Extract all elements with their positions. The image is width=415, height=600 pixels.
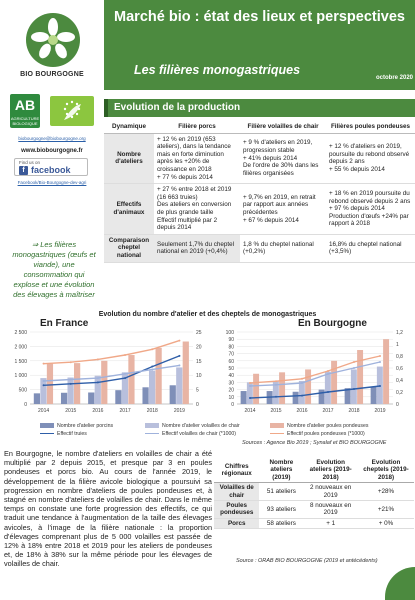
cell-line: Des ateliers en conversion de plus grande taille — [157, 201, 232, 216]
left-tick-label: 1 000 — [14, 373, 27, 380]
cell-line: + 97 % depuis 2014 — [329, 205, 385, 213]
regional-row — [214, 483, 414, 501]
line-point — [124, 373, 126, 375]
right-tick-label: 5 — [196, 387, 199, 394]
regional-row — [214, 501, 414, 519]
left-tick-label: 20 — [228, 387, 234, 394]
line-point — [327, 373, 329, 375]
table-row — [104, 184, 415, 235]
line-point — [275, 384, 277, 386]
ab-badge-subtitle: AGRICULTURE BIOLOGIQUE — [10, 116, 40, 126]
row-header-cell: Porcs — [214, 518, 259, 528]
cell-line: Comparaison cheptel national — [108, 236, 150, 259]
legend-label: Effectif truies — [57, 431, 87, 437]
legend-item-truies — [40, 431, 87, 437]
cell-line: 16,8% du cheptel national (+3,5%) — [329, 240, 402, 256]
legend-item-volailles — [145, 423, 240, 429]
cell-line: + 77 % depuis 2014 — [157, 173, 213, 181]
facebook-find-text: Find us on — [19, 160, 41, 165]
bar — [34, 393, 40, 404]
legend-item-eff-pondeuses — [270, 431, 365, 437]
table-cell — [326, 234, 415, 262]
bar — [279, 372, 285, 404]
table-cell: +28% — [358, 483, 414, 501]
table-cell — [240, 184, 326, 235]
bar — [61, 393, 67, 404]
line-point — [97, 381, 99, 383]
bar — [253, 374, 259, 404]
line-point — [178, 340, 180, 342]
body-paragraph: En Bourgogne, le nombre d'ateliers en volailles de chair a été multiplié par 2 depuis 2015, et presque par 3 en poules pondeuses et porcs bio. Au cours de l'année 2019, le développement de la filière avicole biologique a poursuivi sa progression en nombre d'ateliers de poules pondeuses et, à stagné en nombre d'ateliers de volailles de chair. Dans le même temps on constate une forte progression des effectifs, ce qui traduit une tendance à l'augmentation de la taille des élevages avicoles, à l'image de la filière nationale : la proportion d'élevages comprenant plus de 5 000 volailles est passée de 12% à 18% entre 2018 et 2019 pour les ateliers de pondeuses et, de 18% à 38% sur la même période pour les élevages de volailles de chair. — [4, 449, 212, 569]
table-cell — [154, 133, 240, 184]
line-point — [124, 377, 126, 379]
right-tick-label: 25 — [196, 330, 202, 336]
cell-line: + 27 % entre 2018 et 2019 (16 663 truies) — [157, 186, 232, 201]
legend-swatch — [40, 423, 54, 428]
bar — [128, 355, 134, 404]
x-tick-label: 2015 — [270, 408, 282, 414]
legend-label: Effectif poules pondeuses (*1000) — [287, 431, 365, 437]
left-tick-label: 70 — [228, 351, 234, 358]
line-point — [70, 383, 72, 385]
cell-line: + 55 % depuis 2014 — [329, 165, 385, 173]
column-header: Chiffres régionaux — [214, 458, 259, 483]
column-header: Filière volailles de chair — [240, 121, 326, 133]
production-table-body — [104, 133, 415, 262]
bar — [47, 364, 53, 404]
line-point — [301, 395, 303, 397]
x-tick-label: 2014 — [244, 408, 256, 414]
regional-header-row — [214, 458, 414, 483]
facebook-word: facebook — [31, 165, 71, 175]
right-tick-label: 0,4 — [396, 378, 403, 384]
cell-line: Effectifs d'animaux — [113, 201, 145, 216]
regional-table-body — [214, 483, 414, 529]
page-date: octobre 2020 — [376, 75, 414, 81]
table-cell: +21% — [358, 501, 414, 519]
right-tick-label: 10 — [196, 373, 202, 380]
line-point — [327, 370, 329, 372]
right-tick-label: 15 — [196, 358, 202, 365]
chart-france — [0, 328, 215, 420]
table-cell: + 1 — [303, 518, 358, 528]
regional-table — [214, 458, 414, 529]
line-point — [70, 361, 72, 363]
left-tick-label: 2 000 — [14, 344, 27, 351]
x-tick-label: 2018 — [348, 408, 360, 414]
eu-organic-leaf-icon — [50, 96, 94, 126]
legend-item-pondeuses — [270, 423, 368, 429]
x-tick-label: 2016 — [296, 408, 308, 414]
table-cell: 93 ateliers — [259, 501, 303, 519]
bar — [142, 387, 148, 404]
left-tick-label: 30 — [228, 380, 234, 387]
right-tick-label: 0 — [196, 402, 199, 408]
bar — [183, 342, 189, 404]
bar — [67, 378, 73, 404]
line-point — [249, 397, 251, 399]
section-title — [104, 99, 415, 117]
bar — [170, 385, 176, 404]
x-tick-label: 2015 — [65, 408, 77, 414]
cell-line: Nombre d'ateliers — [115, 150, 143, 166]
bio-bourgogne-logo — [18, 10, 88, 70]
legend-label: Nombre d'atelier porcins — [57, 423, 114, 429]
cell-line: 1,8 % du cheptel national (+0,2%) — [243, 240, 314, 256]
line-point — [178, 355, 180, 357]
table-cell: 51 ateliers — [259, 483, 303, 501]
facebook-link[interactable]: Facebook/Bio-Bourgogne-dev-agri — [17, 180, 87, 185]
line-point — [151, 366, 153, 368]
bar — [325, 372, 331, 404]
bar — [115, 390, 121, 404]
table-cell — [326, 184, 415, 235]
line-point — [379, 361, 381, 363]
cell-line: Seulement 1,7% du cheptel national en 2019 (+0,4%) — [157, 240, 235, 256]
legend-label: Nombre d'atelier volailles de chair — [162, 423, 240, 429]
section-title-text: Evolution de la production — [114, 102, 241, 113]
left-tick-label: 90 — [228, 337, 234, 344]
table-cell: 58 ateliers — [259, 518, 303, 528]
left-tick-label: 1 500 — [14, 358, 27, 365]
line-point — [43, 363, 45, 365]
x-tick-label: 2017 — [322, 408, 334, 414]
line-point — [249, 385, 251, 387]
right-tick-label: 0,6 — [396, 366, 403, 372]
bar — [299, 381, 305, 404]
right-tick-label: 20 — [196, 344, 202, 351]
bar — [156, 348, 162, 404]
column-header: Evolution cheptels (2019-2018) — [358, 458, 414, 483]
email-link[interactable]: biobourgogne@biobourgogne.org — [18, 136, 86, 141]
bar — [176, 367, 182, 404]
column-header: Filière porcs — [154, 121, 240, 133]
bar — [357, 350, 363, 404]
bar — [95, 376, 101, 404]
sidebar-note: ⇒ Les filières monogastriques (œufs et viande), une consommation qui explose et une évolution des élevages à maîtriser — [12, 240, 96, 299]
bar — [319, 390, 325, 404]
page-title: Marché bio : état des lieux et perspectives — [114, 9, 405, 25]
bar — [383, 339, 389, 404]
legend-label: Effectif volailles de chair (*1000) — [162, 431, 237, 437]
cell-line: + 12 % d'ateliers en 2019, poursuite du rebond observé depuis 2 ans — [329, 143, 410, 166]
cell-line: Effectif multiplié par 2 depuis 2014 — [157, 216, 218, 232]
charts-title: Evolution du nombre d'atelier et des cheptels de monogastriques — [98, 311, 317, 318]
left-tick-label: 50 — [228, 366, 234, 372]
line-point — [70, 379, 72, 381]
row-header-cell: Volailles de chair — [214, 483, 259, 501]
cell-line: + 9 % d'ateliers en 2019, progression stable — [243, 139, 313, 154]
x-tick-label: 2019 — [173, 408, 185, 414]
left-tick-label: 2 500 — [14, 330, 27, 336]
page-subtitle: Les filières monogastriques — [134, 63, 301, 77]
page-header — [104, 0, 415, 90]
left-tick-label: 0 — [24, 402, 27, 408]
right-tick-label: 0,2 — [396, 390, 403, 396]
line-point — [379, 385, 381, 387]
cell-line: + 18 % en 2019 poursuite du rebond observé depuis 2 ans — [329, 189, 411, 205]
x-tick-label: 2016 — [92, 408, 104, 414]
bar — [371, 387, 377, 404]
label-badges — [6, 94, 102, 134]
left-tick-label: 0 — [231, 402, 234, 408]
cell-line: De l'ordre de 30% dans les filières organisées — [243, 162, 319, 177]
corner-decoration — [385, 567, 415, 600]
right-tick-label: 0 — [396, 402, 399, 408]
left-tick-label: 100 — [225, 330, 234, 336]
production-table — [104, 121, 415, 263]
line-point — [178, 364, 180, 366]
bar — [40, 378, 46, 404]
line-point — [353, 367, 355, 369]
table-cell — [154, 234, 240, 262]
legend-item-eff-volailles — [145, 431, 236, 437]
x-tick-label: 2017 — [119, 408, 131, 414]
line-point — [124, 354, 126, 356]
line-point — [151, 348, 153, 350]
regional-row — [214, 518, 414, 528]
table-header-row — [104, 121, 415, 133]
line-point — [353, 388, 355, 390]
table-row — [104, 234, 415, 262]
left-tick-label: 10 — [228, 394, 234, 401]
line-point — [301, 382, 303, 384]
legend-swatch — [270, 423, 284, 428]
row-header-cell — [104, 184, 154, 235]
left-tick-label: 40 — [228, 373, 234, 380]
right-tick-label: 1 — [396, 342, 399, 348]
bar — [305, 369, 311, 404]
sources-note: Sources : Agence Bio 2019 ; Synalaf et BIO BOURGOGNE — [242, 440, 387, 446]
left-tick-label: 500 — [18, 387, 27, 394]
x-tick-label: 2014 — [38, 408, 50, 414]
table-cell: 8 nouveaux en 2019 — [303, 501, 358, 519]
row-header-cell — [104, 133, 154, 184]
bar — [241, 391, 247, 404]
row-header-cell — [104, 234, 154, 262]
column-header: Dynamique — [104, 121, 154, 133]
line-point — [327, 391, 329, 393]
table-row — [104, 133, 415, 184]
bar — [293, 392, 299, 404]
line-point — [97, 377, 99, 379]
column-header: Evolution ateliers (2019-2018) — [303, 458, 358, 483]
bar — [331, 361, 337, 404]
website-label[interactable]: www.biobourgogne.fr — [21, 148, 83, 154]
legend-line — [145, 433, 159, 434]
chart-bourgogne — [215, 328, 415, 420]
cell-line: + 12 % en 2019 (653 ateliers), dans la tendance mais en forte diminution après les +20% de croissance en 2018 — [157, 135, 231, 173]
legend-line — [270, 433, 284, 434]
chart-title-france: En France — [40, 318, 89, 329]
line-point — [97, 358, 99, 360]
cell-line: + 9,7% en 2019, en retrait par rapport aux années précédentes — [243, 193, 316, 216]
table-cell: 2 nouveaux en 2019 — [303, 483, 358, 501]
right-tick-label: 0,8 — [396, 354, 403, 360]
line-point — [275, 380, 277, 382]
source-note: Source : ORAB BIO BOURGOGNE (2019 et antécédents) — [236, 558, 378, 564]
line-point — [43, 380, 45, 382]
column-header: Filières poules pondeuses — [326, 121, 415, 133]
left-tick-label: 60 — [228, 358, 234, 365]
right-tick-label: 1,2 — [396, 330, 403, 336]
cell-line: Production d'œufs +24% par rapport à 2018 — [329, 212, 409, 228]
brand-name: BIO BOURGOGNE — [20, 71, 84, 78]
left-tick-label: 80 — [228, 344, 234, 351]
table-cell — [326, 133, 415, 184]
legend-swatch — [145, 423, 159, 428]
x-tick-label: 2018 — [146, 408, 158, 414]
facebook-button[interactable] — [14, 158, 88, 176]
chart-title-bourgogne: En Bourgogne — [298, 318, 367, 329]
legend-line — [40, 433, 54, 434]
line-point — [379, 355, 381, 357]
cell-line: + 41% depuis 2014 — [243, 154, 298, 162]
line-point — [43, 384, 45, 386]
bar — [351, 369, 357, 404]
line-point — [353, 361, 355, 363]
cell-line: + 67 % depuis 2014 — [243, 216, 299, 224]
legend-label: Nombre d'atelier poules pondeuses — [287, 423, 369, 429]
legend-item-porcins — [40, 423, 113, 429]
line-point — [301, 378, 303, 380]
line-point — [151, 368, 153, 370]
row-header-cell: Poules pondeuses — [214, 501, 259, 519]
line-point — [249, 382, 251, 384]
x-tick-label: 2019 — [374, 408, 386, 414]
ab-badge — [10, 94, 40, 128]
line-point — [275, 396, 277, 398]
bar — [149, 371, 155, 404]
table-cell: + 0% — [358, 518, 414, 528]
table-cell — [240, 234, 326, 262]
table-cell — [240, 133, 326, 184]
table-cell — [154, 184, 240, 235]
bar — [88, 392, 94, 404]
column-header: Nombre ateliers (2019) — [259, 458, 303, 483]
facebook-icon: f — [19, 166, 28, 175]
ab-badge-text: AB — [14, 97, 36, 113]
